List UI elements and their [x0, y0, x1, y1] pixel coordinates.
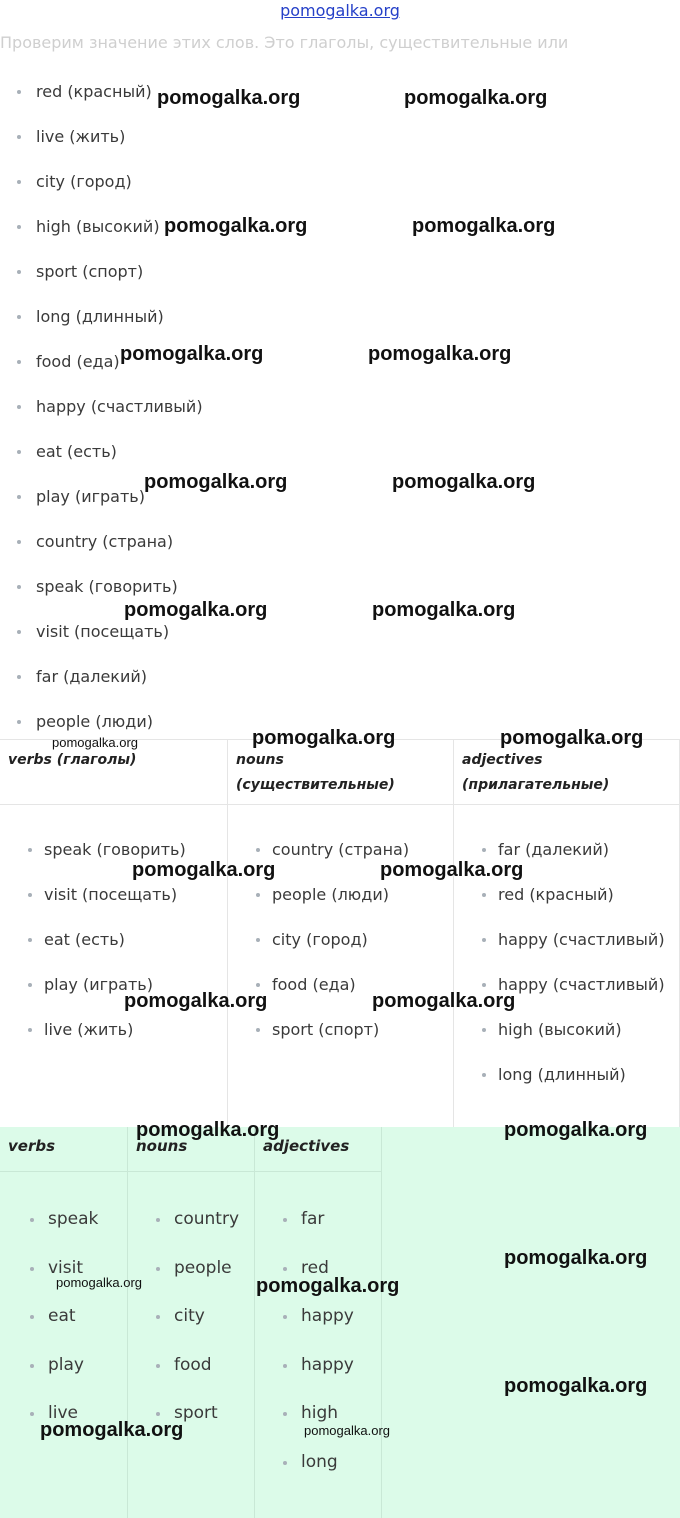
- watermark: pomogalka.org: [52, 735, 138, 750]
- list-item: high (высокий): [0, 207, 203, 252]
- table-cell: food (еда): [254, 965, 409, 1010]
- classification-table-translated: [0, 739, 680, 1128]
- watermark: pomogalka.org: [164, 215, 308, 237]
- table-cell: play (играть): [26, 965, 186, 1010]
- watermark: pomogalka.org: [368, 343, 512, 365]
- watermark: pomogalka.org: [40, 1419, 184, 1441]
- verbs-column: [0, 1127, 128, 1518]
- verbs-column: [0, 740, 227, 1128]
- table-cell: sport: [154, 1393, 239, 1442]
- table-cell: red (красный): [480, 875, 665, 920]
- list-item: red (красный): [0, 72, 203, 117]
- table-cell: eat: [28, 1296, 98, 1345]
- watermark: pomogalka.org: [504, 1247, 648, 1269]
- table-cell: visit: [28, 1248, 98, 1297]
- watermark: pomogalka.org: [120, 343, 264, 365]
- header-divider: [0, 804, 680, 805]
- table-cell: far: [281, 1199, 354, 1248]
- table-cell: happy (счастливый): [480, 920, 665, 965]
- table-cell: happy: [281, 1296, 354, 1345]
- table-cell: visit (посещать): [26, 875, 186, 920]
- column-header-adjectives: adjectives: [263, 1137, 350, 1155]
- watermark: pomogalka.org: [412, 215, 556, 237]
- watermark: pomogalka.org: [404, 87, 548, 109]
- table-cell: city (город): [254, 920, 409, 965]
- list-item: city (город): [0, 162, 203, 207]
- adjectives-column: [453, 740, 680, 1128]
- table-cell: speak: [28, 1199, 98, 1248]
- table-cell: long (длинный): [480, 1055, 665, 1100]
- table-cell: speak (говорить): [26, 830, 186, 875]
- list-item: live (жить): [0, 117, 203, 162]
- watermark: pomogalka.org: [304, 1423, 390, 1438]
- list-item: far (далекий): [0, 657, 203, 702]
- watermark: pomogalka.org: [504, 1375, 648, 1397]
- watermark: pomogalka.org: [124, 990, 268, 1012]
- list-item: food (еда): [0, 342, 203, 387]
- watermark: pomogalka.org: [144, 471, 288, 493]
- table-cell: sport (спорт): [254, 1010, 409, 1055]
- table-cell: happy: [281, 1345, 354, 1394]
- table-cell: play: [28, 1345, 98, 1394]
- table-cell: high (высокий): [480, 1010, 665, 1055]
- list-item: long (длинный): [0, 297, 203, 342]
- column-header-adjectives: adjectives (прилагательные): [462, 752, 610, 793]
- list-item: sport (спорт): [0, 252, 203, 297]
- intro-text: Проверим значение этих слов. Это глаголы, существительные или: [0, 33, 569, 52]
- table-cell: food: [154, 1345, 239, 1394]
- list-item: visit (посещать): [0, 612, 203, 657]
- nouns-column: [128, 1127, 255, 1518]
- watermark: pomogalka.org: [392, 471, 536, 493]
- watermark: pomogalka.org: [132, 859, 276, 881]
- site-logo[interactable]: pomogalka.org: [280, 1, 400, 20]
- table-cell: country (страна): [254, 830, 409, 875]
- watermark: pomogalka.org: [500, 727, 644, 749]
- table-cell: eat (есть): [26, 920, 186, 965]
- table-cell: live: [28, 1393, 98, 1442]
- watermark: pomogalka.org: [256, 1275, 400, 1297]
- list-item: speak (говорить): [0, 567, 203, 612]
- watermark: pomogalka.org: [380, 859, 524, 881]
- column-header-nouns: nouns: [136, 1137, 188, 1155]
- watermark: pomogalka.org: [157, 87, 301, 109]
- classification-table-english: [0, 1127, 680, 1518]
- list-item: people (люди): [0, 702, 203, 747]
- table-cell: country: [154, 1199, 239, 1248]
- watermark: pomogalka.org: [56, 1275, 142, 1290]
- column-header-verbs: verbs: [8, 1137, 56, 1155]
- watermark: pomogalka.org: [372, 990, 516, 1012]
- list-item: eat (есть): [0, 432, 203, 477]
- table-cell: high: [281, 1393, 354, 1442]
- table-cell: happy (счастливый): [480, 965, 665, 1010]
- table-cell: red: [281, 1248, 354, 1297]
- table-cell: people: [154, 1248, 239, 1297]
- watermark: pomogalka.org: [504, 1119, 648, 1141]
- nouns-column: [227, 740, 453, 1128]
- watermark: pomogalka.org: [124, 599, 268, 621]
- watermark: pomogalka.org: [372, 599, 516, 621]
- column-header-nouns: nouns (существительные): [236, 752, 395, 793]
- table-cell: city: [154, 1296, 239, 1345]
- word-list: [0, 72, 203, 747]
- adjectives-column: [255, 1127, 382, 1518]
- list-item: country (страна): [0, 522, 203, 567]
- table-cell: people (люди): [254, 875, 409, 920]
- table-cell: far (далекий): [480, 830, 665, 875]
- list-item: happy (счастливый): [0, 387, 203, 432]
- table-cell: long: [281, 1442, 354, 1491]
- watermark: pomogalka.org: [252, 727, 396, 749]
- watermark: pomogalka.org: [136, 1119, 280, 1141]
- table-cell: live (жить): [26, 1010, 186, 1055]
- column-header-verbs: verbs (глаголы): [8, 752, 137, 768]
- header-divider: [0, 1171, 381, 1172]
- list-item: play (играть): [0, 477, 203, 522]
